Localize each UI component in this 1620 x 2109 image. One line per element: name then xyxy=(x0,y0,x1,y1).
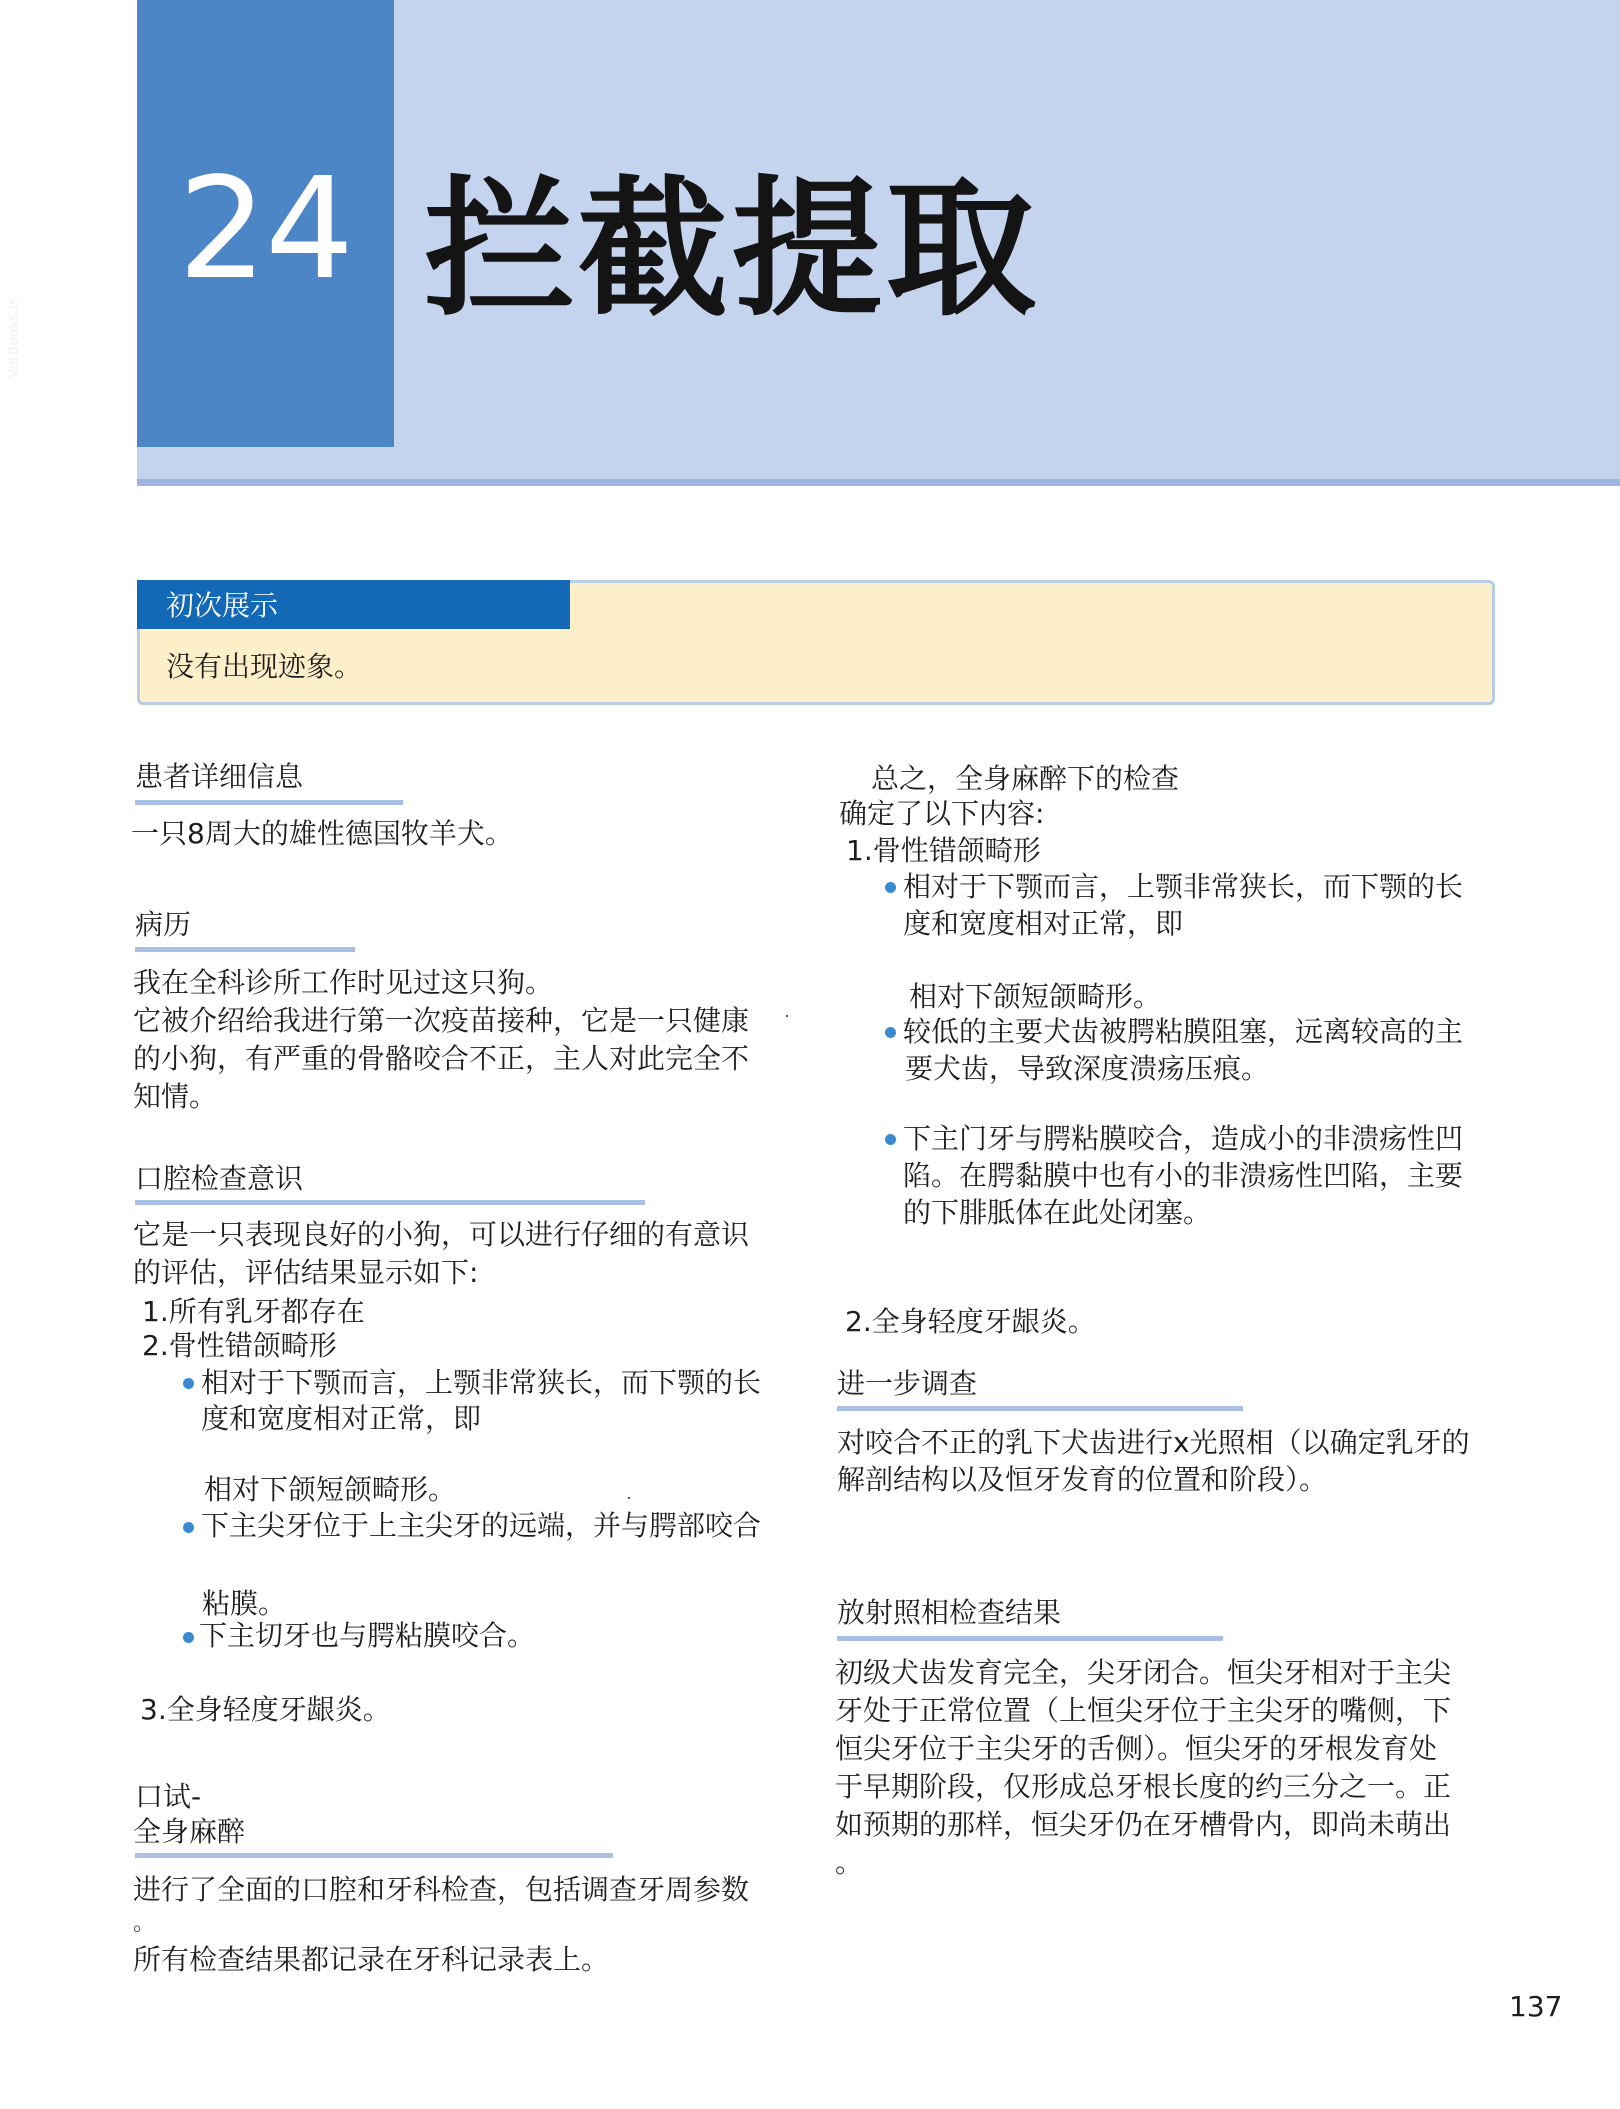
heading-rule xyxy=(135,947,355,952)
ga-line: 进行了全面的口腔和牙科检查，包括调查牙周参数 xyxy=(133,1873,750,1906)
summary-line: 确定了以下内容: xyxy=(839,797,1045,830)
summary-list-item: 1.骨性错颌畸形 xyxy=(846,834,1041,867)
heading-rule xyxy=(837,1406,1243,1411)
radiography-line: 初级犬齿发育完全，尖牙闭合。恒尖牙相对于主尖 xyxy=(835,1656,1452,1689)
oral-bullet-line: 相对下颌短颌畸形。 xyxy=(204,1473,457,1506)
bullet-icon xyxy=(885,1027,896,1038)
oral-bullet-line: 度和宽度相对正常，即 xyxy=(201,1402,482,1435)
summary-bullet-line: 相对于下颚而言，上颚非常狭长，而下颚的长 xyxy=(903,870,1464,903)
header-underline xyxy=(137,479,1620,486)
history-heading: 病历 xyxy=(135,908,192,941)
further-line: 对咬合不正的乳下犬齿进行x光照相（以确定乳牙的 xyxy=(837,1426,1470,1459)
oral-list-item: 3.全身轻度牙龈炎。 xyxy=(140,1693,391,1726)
history-line: 它被介绍给我进行第一次疫苗接种，它是一只健康 xyxy=(133,1004,750,1037)
radiography-line: 恒尖牙位于主尖牙的舌侧）。恒尖牙的牙根发育处 xyxy=(835,1732,1438,1765)
chapter-number: 24 xyxy=(177,148,353,311)
summary-bullet-line: 陷。在腭黏膜中也有小的非溃疡性凹陷，主要 xyxy=(903,1159,1464,1192)
heading-rule xyxy=(837,1636,1223,1641)
bullet-icon xyxy=(885,1134,896,1145)
presentation-text: 没有出现迹象。 xyxy=(166,650,363,683)
oral-bullet-line: 粘膜。 xyxy=(202,1587,287,1620)
summary-bullet-line: 较低的主要犬齿被腭粘膜阻塞，远离较高的主 xyxy=(903,1015,1464,1048)
oral-intro-line: 它是一只表现良好的小狗，可以进行仔细的有意识 xyxy=(133,1218,750,1251)
radiography-line: 于早期阶段，仅形成总牙根长度的约三分之一。正 xyxy=(835,1770,1452,1803)
oral-exam-heading: 口腔检查意识 xyxy=(135,1162,304,1195)
further-line: 解剖结构以及恒牙发育的位置和阶段）。 xyxy=(837,1463,1328,1496)
oral-list-item: 1.所有乳牙都存在 xyxy=(142,1295,365,1328)
radiography-line: 如预期的那样，恒尖牙仍在牙槽骨内，即尚未萌出 xyxy=(835,1808,1452,1841)
summary-bullet-line: 要犬齿，导致深度溃疡压痕。 xyxy=(905,1052,1270,1085)
radiography-line: 。 xyxy=(835,1846,864,1879)
history-line: 知情。 xyxy=(133,1080,218,1113)
summary-line: 总之，全身麻醉下的检查 xyxy=(871,762,1180,795)
oral-intro-line: 的评估，评估结果显示如下: xyxy=(133,1256,479,1289)
bullet-icon xyxy=(183,1378,194,1389)
ga-line: 所有检查结果都记录在牙科记录表上。 xyxy=(133,1943,610,1976)
heading-rule xyxy=(135,800,403,805)
stray-mark xyxy=(786,1015,788,1017)
oral-bullet-line: 下主切牙也与腭粘膜咬合。 xyxy=(199,1619,536,1652)
oral-list-item: 2.骨性错颌畸形 xyxy=(142,1329,337,1362)
ga-heading: 口试- xyxy=(135,1780,202,1813)
heading-rule xyxy=(135,1853,613,1858)
presentation-label: 初次展示 xyxy=(166,589,279,622)
further-investigation-heading: 进一步调查 xyxy=(837,1367,978,1400)
history-line: 的小狗，有严重的骨骼咬合不正，主人对此完全不 xyxy=(133,1042,750,1075)
bullet-icon xyxy=(183,1522,194,1533)
history-line: 我在全科诊所工作时见过这只狗。 xyxy=(133,966,554,999)
heading-rule xyxy=(135,1200,645,1205)
page-number: 137 xyxy=(1509,1990,1563,2023)
oral-bullet-line: 下主尖牙位于上主尖牙的远端，并与腭部咬合 xyxy=(201,1509,762,1542)
oral-bullet-line: 相对于下颚而言，上颚非常狭长，而下颚的长 xyxy=(201,1366,762,1399)
stray-mark xyxy=(628,1497,630,1499)
patient-details-heading: 患者详细信息 xyxy=(135,760,304,793)
summary-list-item: 2.全身轻度牙龈炎。 xyxy=(845,1305,1096,1338)
ga-line: 。 xyxy=(133,1911,156,1936)
chapter-title: 拦截提取 xyxy=(424,163,1041,337)
summary-bullet-line: 的下腓胝体在此处闭塞。 xyxy=(903,1196,1212,1229)
radiography-line: 牙处于正常位置（上恒尖牙位于主尖牙的嘴侧，下 xyxy=(835,1694,1452,1727)
patient-details-text: 一只8周大的雄性德国牧羊犬。 xyxy=(131,817,513,850)
bullet-icon xyxy=(885,882,896,893)
summary-bullet-line: 相对下颌短颌畸形。 xyxy=(909,980,1162,1013)
bullet-icon xyxy=(183,1632,194,1643)
ga-heading: 全身麻醉 xyxy=(133,1815,246,1848)
summary-bullet-line: 下主门牙与腭粘膜咬合，造成小的非溃疡性凹 xyxy=(903,1122,1464,1155)
radiography-heading: 放射照相检查结果 xyxy=(837,1596,1062,1629)
summary-bullet-line: 度和宽度相对正常，即 xyxy=(903,907,1184,940)
watermark: VetBooks.ir xyxy=(6,299,22,378)
